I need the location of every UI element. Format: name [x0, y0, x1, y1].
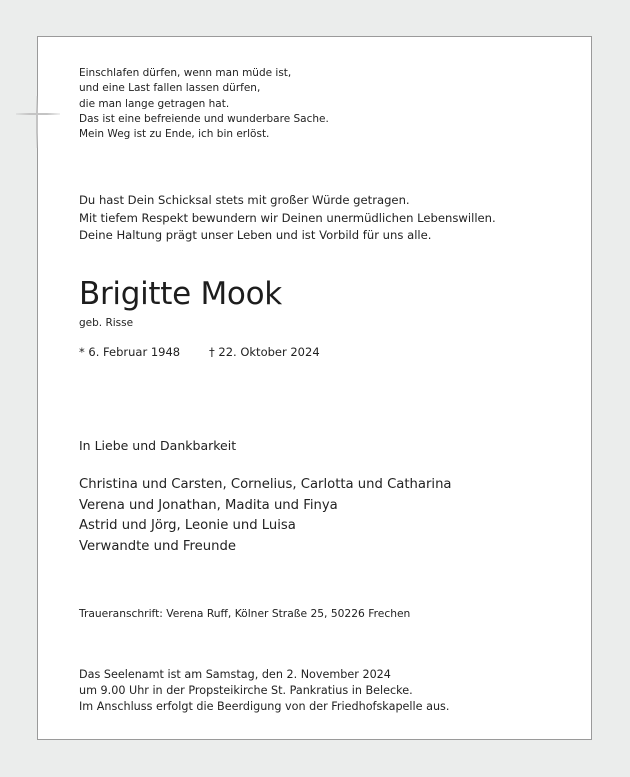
family-list [79, 475, 452, 557]
birth-name: geb. Risse [79, 317, 134, 329]
cross-icon [16, 96, 60, 148]
deceased-name: Brigitte Mook [79, 276, 282, 312]
poem-line: die man lange getragen hat. [79, 97, 230, 110]
birth-date: * 6. Februar 1948 [79, 345, 181, 359]
tribute [79, 192, 496, 245]
family-line: Verena und Jonathan, Madita und Finya [79, 497, 338, 513]
service-line: Das Seelenamt ist am Samstag, den 2. November 2024 [79, 668, 391, 681]
family-line: Christina und Carsten, Cornelius, Carlotta und Catharina [79, 477, 452, 492]
poem [79, 66, 329, 142]
death-date: † 22. Oktober 2024 [209, 345, 320, 359]
tribute-line: Deine Haltung prägt unser Leben und ist Vorbild für uns alle. [79, 228, 432, 242]
mourning-address: Traueranschrift: Verena Ruff, Kölner Straße 25, 50226 Frechen [79, 607, 411, 620]
poem-line: Das ist eine befreiende und wunderbare Sache. [79, 112, 329, 125]
cross-horizontal-bar [16, 113, 60, 115]
family-line: Verwandte und Freunde [79, 538, 236, 554]
poem-line: Mein Weg ist zu Ende, ich bin erlöst. [79, 128, 270, 141]
gratitude-line: In Liebe und Dankbarkeit [79, 438, 237, 453]
poem-line: Einschlafen dürfen, wenn man müde ist, [79, 67, 292, 79]
family-line: Astrid und Jörg, Leonie und Luisa [79, 518, 296, 533]
service-info [79, 667, 449, 715]
tribute-line: Mit tiefem Respekt bewundern wir Deinen unermüdlichen Lebenswillen. [79, 210, 496, 225]
service-line: um 9.00 Uhr in der Propsteikirche St. Pankratius in Belecke. [79, 684, 413, 697]
tribute-line: Du hast Dein Schicksal stets mit großer Würde getragen. [79, 193, 410, 207]
service-line: Im Anschluss erfolgt die Beerdigung von der Friedhofskapelle aus. [79, 700, 450, 713]
poem-line: und eine Last fallen lassen dürfen, [79, 82, 261, 95]
cross-vertical-bar [36, 96, 38, 148]
